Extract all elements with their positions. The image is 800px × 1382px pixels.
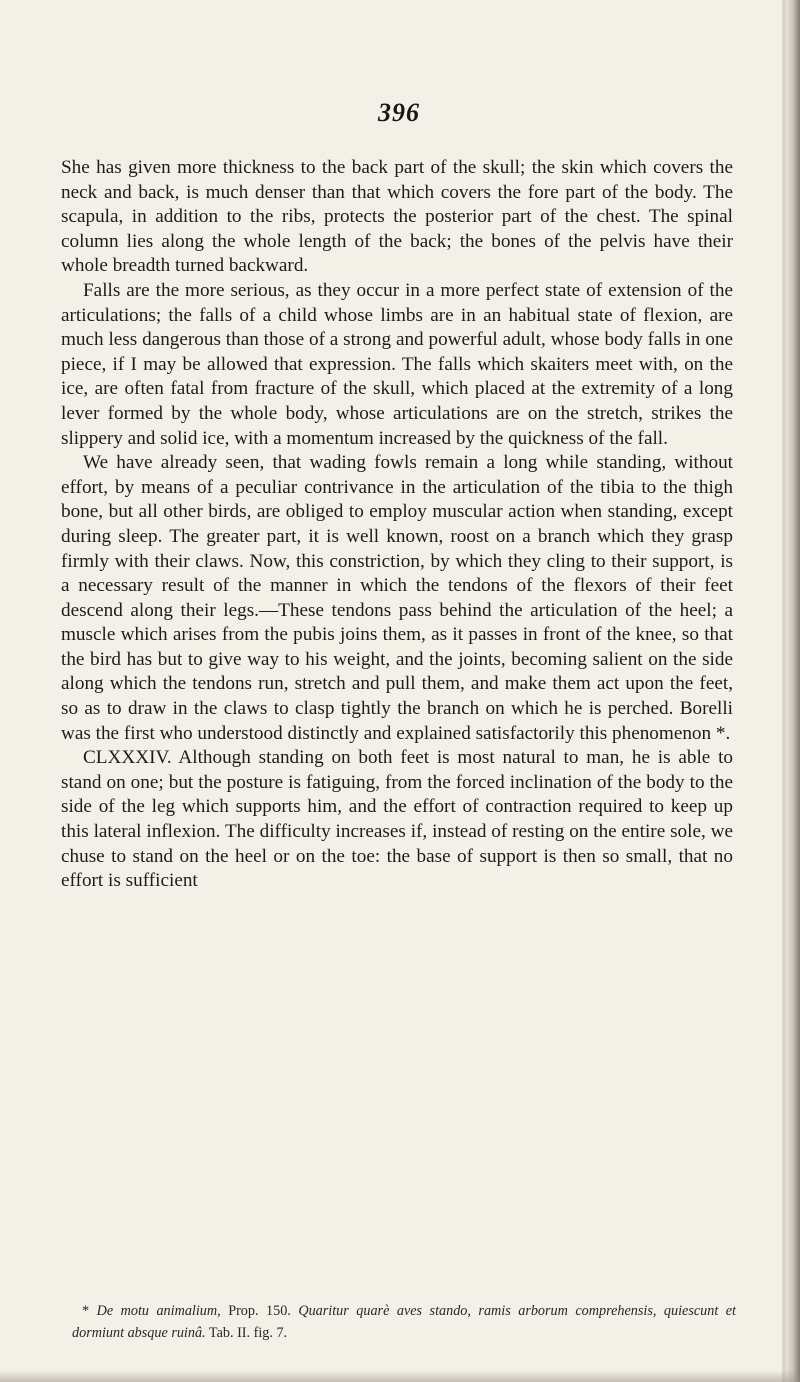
paragraph-2: Falls are the more serious, as they occur in a more perfect state of extension of the articulations; the falls of a child whose limbs are in an habitual state of flexion, are much less dangerous than those of a strong and powerful adult, whose body falls in one piece, if I may be allowed that expression. The falls which skaiters meet with, on the ice, are often fatal from fracture of the skull, which placed at the extremity of a long lever formed by the whole body, whose articulations are on the stretch, strikes the slippery and solid ice, with a momentum increased by the quickness of the fall.	[61, 279, 733, 449]
footnote-prop: Prop. 150.	[228, 1303, 291, 1319]
footnote	[72, 1300, 736, 1344]
page-bottom-shadow	[0, 1370, 800, 1382]
paragraph-4: CLXXXIV. Although standing on both feet is most natural to man, he is able to stand on one; but the posture is fatiguing, from the forced inclination of the body to the side of the leg which supports him, and the effort of contraction required to keep up this lateral inflexion. The difficulty increases if, instead of resting on the entire sole, we chuse to stand on the heel or on the toe: the base of support is then so small, that no effort is sufficient	[61, 747, 733, 892]
footnote-ref: Tab. II. fig. 7.	[208, 1325, 288, 1341]
paragraph-3: We have already seen, that wading fowls remain a long while standing, without effort, by means of a peculiar contrivance in the articulation of the tibia to the thigh bone, but all other birds, are obliged to employ muscular action when standing, except during sleep. The greater part, it is well known, roost on a branch which they grasp firmly with their claws. Now, this constriction, by which they cling to their support, is a necessary result of the manner in which the tendons of the flexors of their feet descend along their legs.—These tendons pass behind the articulation of the heel; a muscle which arises from the pubis joins them, as it passes in front of the knee, so that the bird has but to give way to his weight, and the joints, becoming salient on the side along which the tendons run, stretch and pull them, and make them act upon the feet, so as to draw in the claws to clasp tightly the branch on which he is perched. Borelli was the first who understood distinctly and explained satisfactorily this phenomenon *.	[61, 452, 733, 744]
footnote-quote: Quaritur quarè aves stando, ramis arborum comprehensis, quiescunt et dormiunt absque ruinâ.	[72, 1303, 736, 1341]
footnote-title: De motu animalium,	[96, 1303, 221, 1319]
body-text	[61, 156, 733, 894]
footnote-marker: *	[82, 1303, 90, 1319]
page-number: 396	[378, 98, 420, 127]
paragraph-1: She has given more thickness to the back part of the skull; the skin which covers the neck and back, is much denser than that which covers the fore part of the body. The scapula, in addition to the ribs, protects the posterior part of the chest. The spinal column lies along the whole length of the back; the bones of the pelvis have their whole breadth turned backward.	[61, 157, 733, 277]
binding-edge	[786, 0, 800, 1382]
